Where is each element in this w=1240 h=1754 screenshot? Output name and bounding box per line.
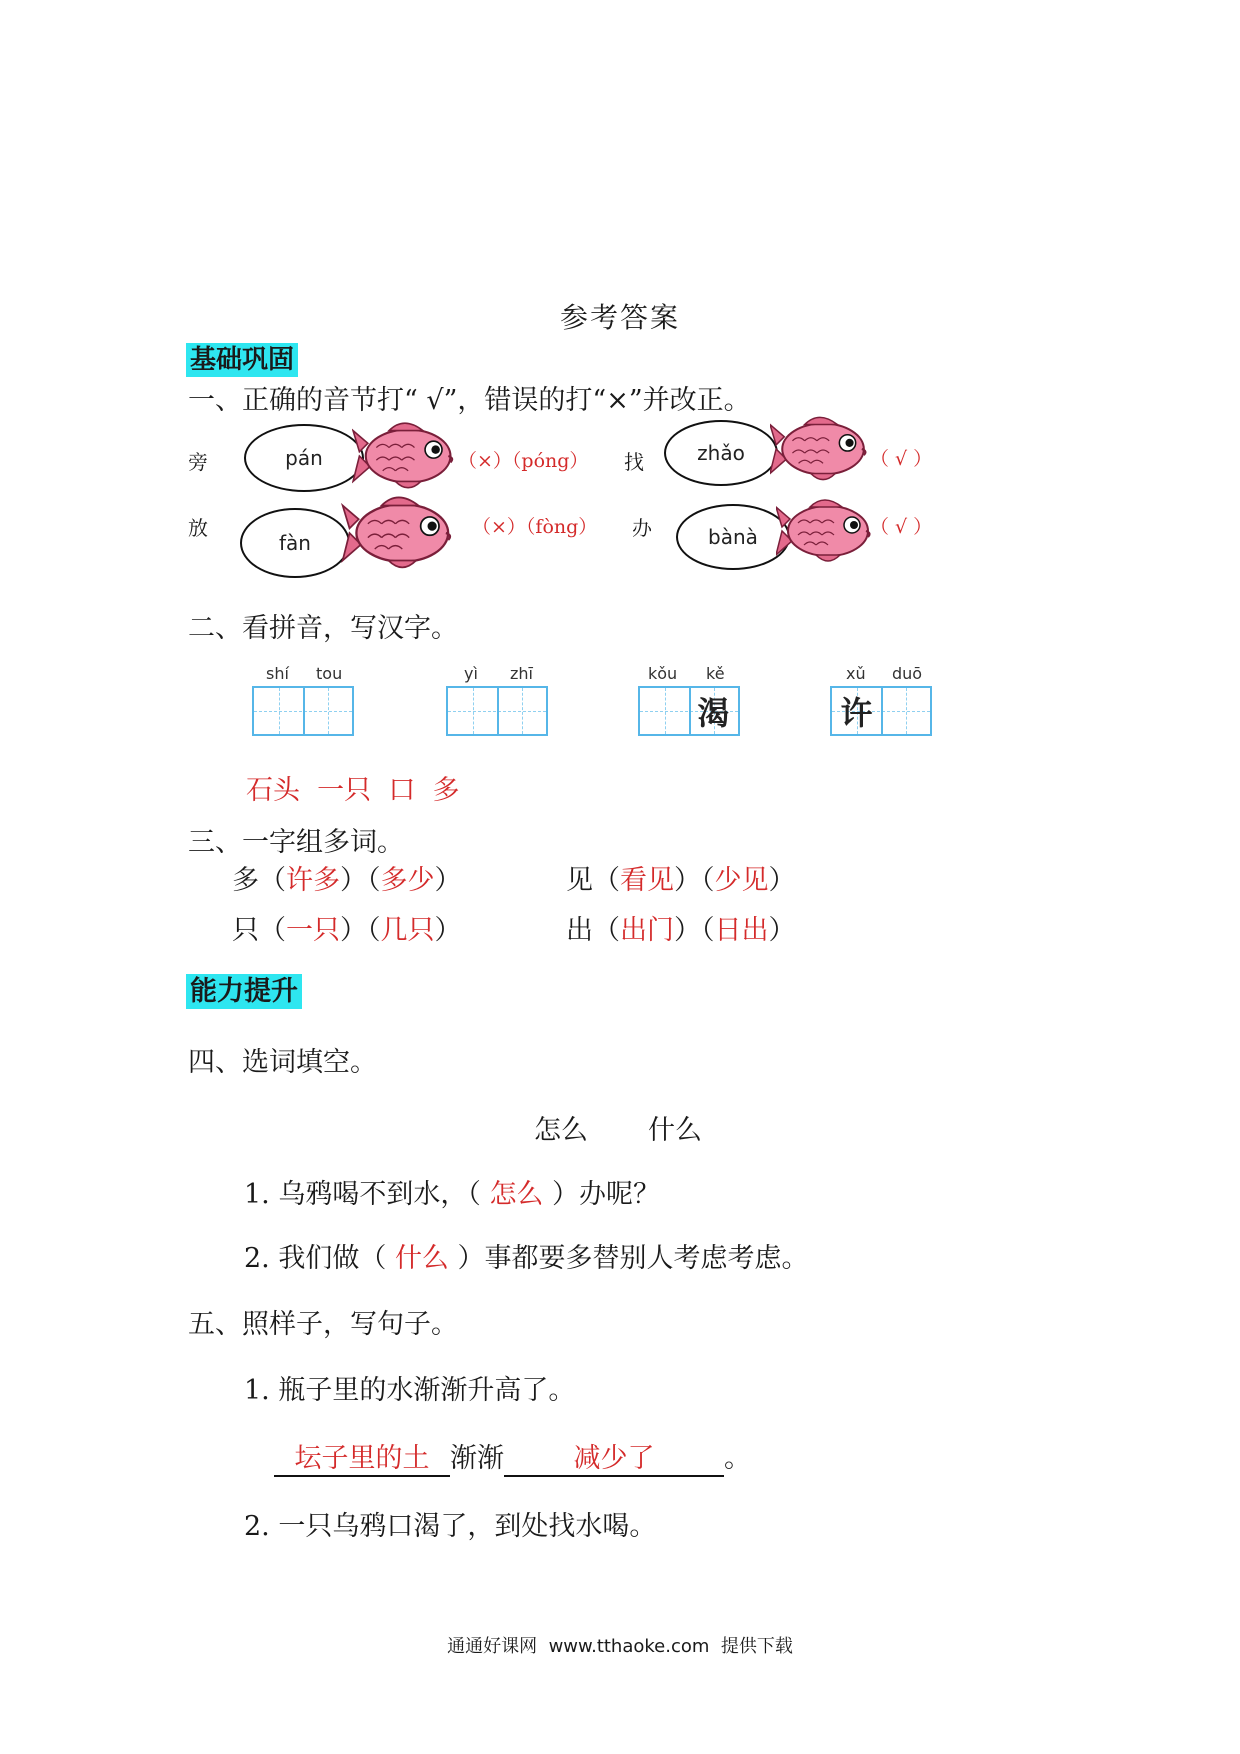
q5-answer-1: 坛子里的土 渐渐 减少了 。 [274,1436,751,1477]
fish-icon [340,494,460,572]
pinyin-label: kě [706,664,725,683]
fish-icon [352,420,460,492]
pinyin-label: duō [892,664,923,683]
q1-char: 办 [632,516,652,540]
question-5-instruction: 五、照样子，写句子。 [188,1309,458,1340]
pinyin-label: xǔ [846,664,866,683]
q1-char: 放 [188,516,208,540]
question-3-instruction: 三、一字组多词。 [188,827,404,858]
q5-example-1: 1. 瓶子里的水渐渐升高了。 [244,1375,576,1406]
writing-grid: 许 [830,686,932,736]
word-option: 什么 [648,1115,702,1146]
writing-grid: 渴 [638,686,740,736]
q3-row: 多（许多）（多少） [232,865,462,896]
writing-grid [252,686,354,736]
question-4-instruction: 四、选词填空。 [188,1047,377,1078]
q3-row: 只（一只）（几只） [232,915,462,946]
pinyin-label: yì [464,664,478,683]
footer-source: 通通好课网 www.tthaoke.com 提供下载 [447,1636,793,1657]
fish-icon [776,496,876,566]
writing-grid [446,686,548,736]
q3-row: 见（看见）（少见） [566,865,796,896]
question-1-instruction: 一、正确的音节打“ √”，错误的打“×”并改正。 [188,385,751,416]
pinyin-bubble: fàn [240,508,350,578]
q3-row: 出（出门）（日出） [566,915,796,946]
q1-answer: （ √ ） [870,516,933,538]
q1-answer: （ √ ） [870,448,933,470]
q1-answer: （×）（póng） [458,450,589,472]
pinyin-label: zhī [510,664,533,683]
section-heading-advanced: 能力提升 [186,975,302,1009]
section-heading-basic: 基础巩固 [186,343,298,377]
q5-example-2: 2. 一只乌鸦口渴了，到处找水喝。 [244,1511,657,1542]
q4-sentence-2: 2. 我们做（ 什么 ）事都要多替别人考虑考虑。 [244,1243,809,1274]
word-option: 怎么 [534,1115,588,1146]
pinyin-bubble: bànà [676,504,790,570]
page-title: 参考答案 [559,301,680,334]
pinyin-bubble: zhǎo [664,420,778,486]
pinyin-label: kǒu [648,664,678,683]
q1-char: 找 [624,450,644,474]
fish-icon [770,414,872,484]
pinyin-bubble: pán [244,424,364,492]
q1-answer: （×）（fòng） [472,516,598,538]
question-2-instruction: 二、看拼音，写汉字。 [188,613,458,644]
q2-answer: 石头 一只 口 多 [246,775,460,806]
pinyin-label: shí [266,664,289,683]
q1-char: 旁 [188,450,208,474]
q4-sentence-1: 1. 乌鸦喝不到水，（ 怎么 ）办呢？ [244,1179,661,1210]
pinyin-label: tou [316,664,343,683]
